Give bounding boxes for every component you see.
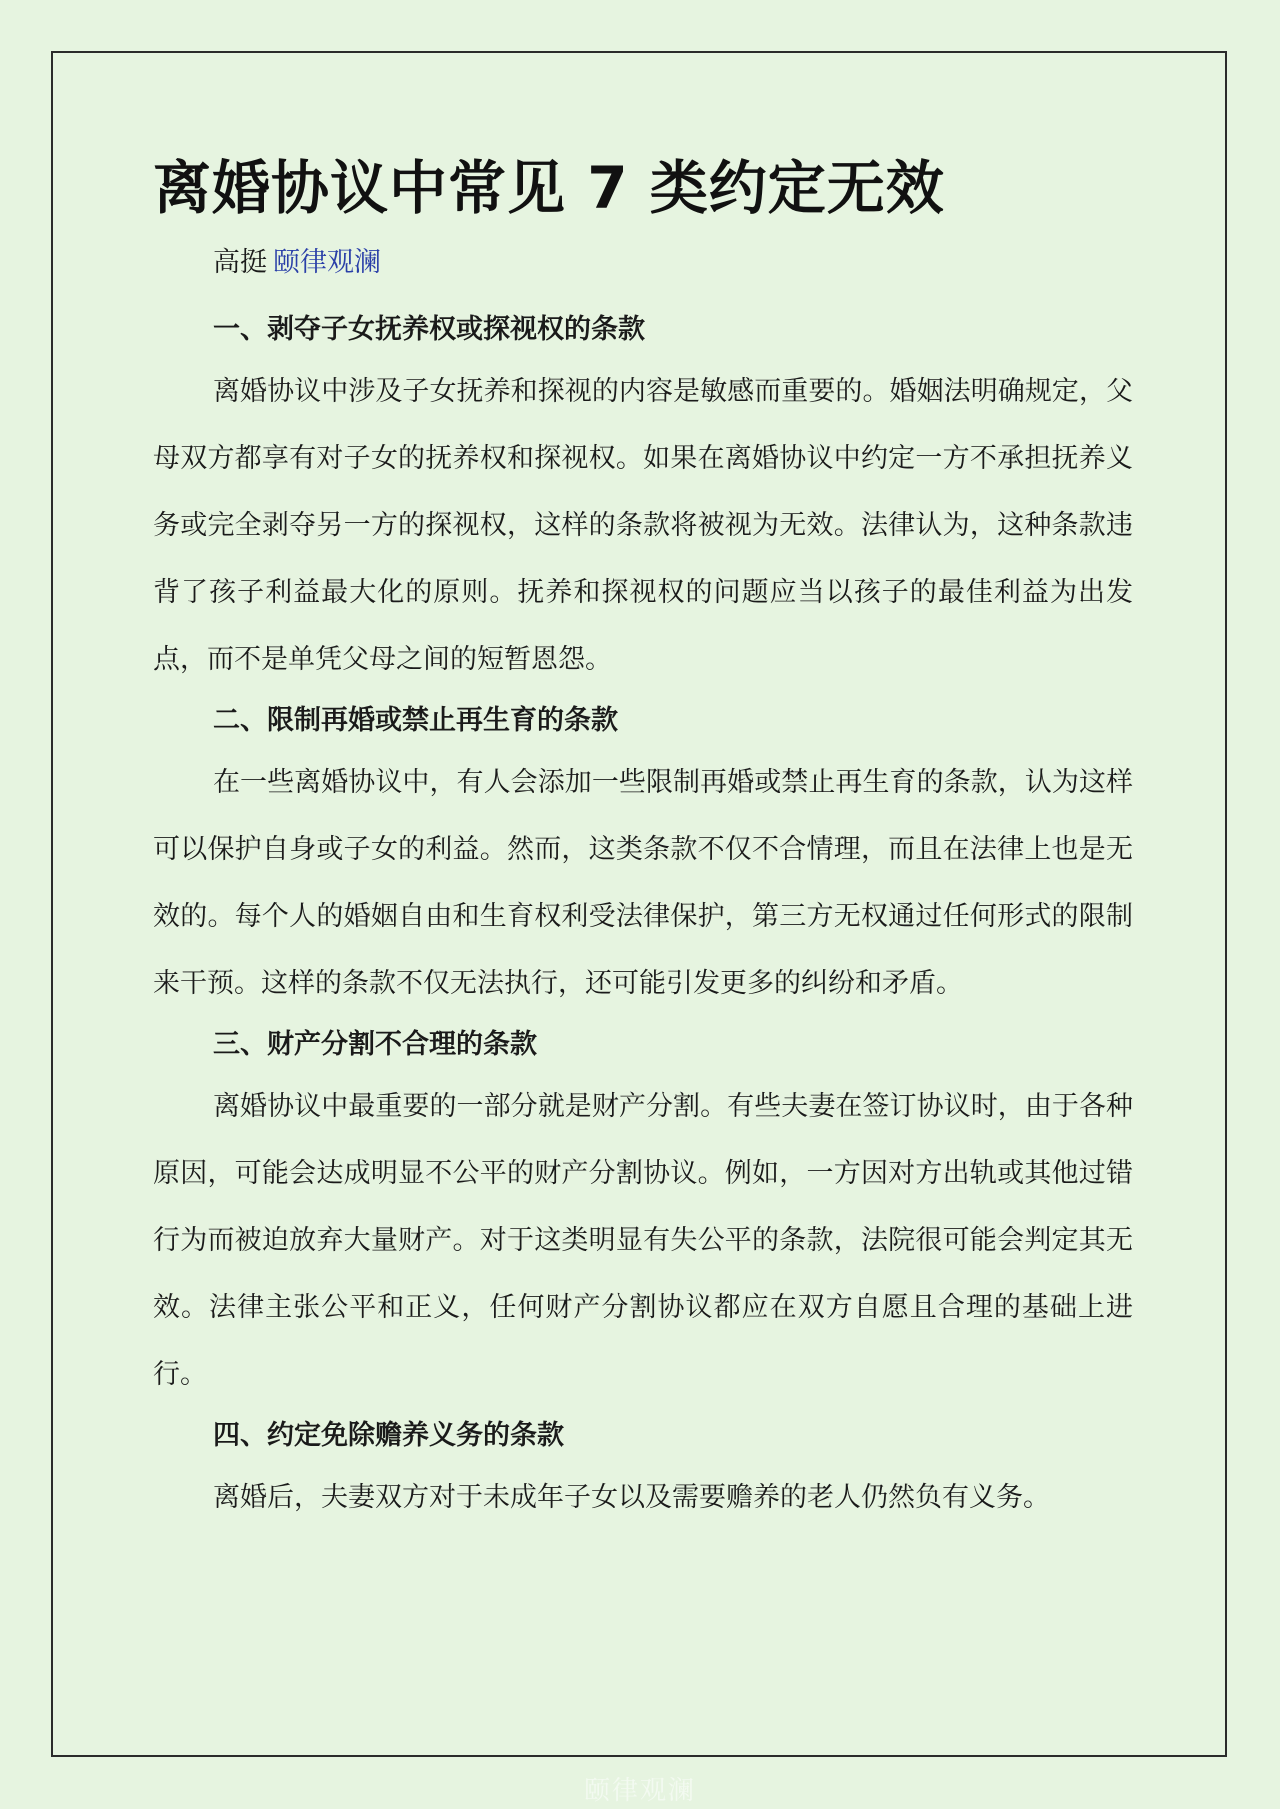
section-body-1: 离婚协议中涉及子女抚养和探视的内容是敏感而重要的。婚姻法明确规定，父母双方都享有对子女的抚养权和探视权。如果在离婚协议中约定一方不承担抚养义务或完全剥夺另一方的探视权，这样的条款将被视为无效。法律认为，这种条款违背了孩子利益最大化的原则。抚养和探视权的问题应当以孩子的最佳利益为出发点，而不是单凭父母之间的短暂恩怨。: [153, 376, 1133, 675]
source-link[interactable]: 颐律观澜: [273, 247, 381, 278]
article-title: 离婚协议中常见 7 类约定无效: [153, 154, 945, 222]
section-body-3: 离婚协议中最重要的一部分就是财产分割。有些夫妻在签订协议时，由于各种原因，可能会达成明显不公平的财产分割协议。例如，一方因对方出轨或其他过错行为而被迫放弃大量财产。对于这类明显有失公平的条款，法院很可能会判定其无效。法律主张公平和正义，任何财产分割协议都应在双方自愿且合理的基础上进行。: [153, 1091, 1133, 1390]
section-heading-3: 三、财产分割不合理的条款: [213, 1029, 537, 1060]
watermark: 颐律观澜: [583, 1776, 696, 1806]
section-heading-1: 一、剥夺子女抚养权或探视权的条款: [213, 314, 645, 345]
section-heading-4: 四、约定免除赡养义务的条款: [213, 1420, 564, 1451]
section-body-2: 在一些离婚协议中，有人会添加一些限制再婚或禁止再生育的条款，认为这样可以保护自身或子女的利益。然而，这类条款不仅不合情理，而且在法律上也是无效的。每个人的婚姻自由和生育权利受法律保护，第三方无权通过任何形式的限制来干预。这样的条款不仅无法执行，还可能引发更多的纠纷和矛盾。: [153, 767, 1133, 999]
section-body-4: 离婚后，夫妻双方对于未成年子女以及需要赡养的老人仍然负有义务。: [213, 1482, 1050, 1513]
author-name: 高挺: [213, 247, 267, 278]
article: [153, 140, 1133, 1539]
section-heading-2: 二、限制再婚或禁止再生育的条款: [213, 705, 618, 736]
byline: [153, 238, 1133, 288]
